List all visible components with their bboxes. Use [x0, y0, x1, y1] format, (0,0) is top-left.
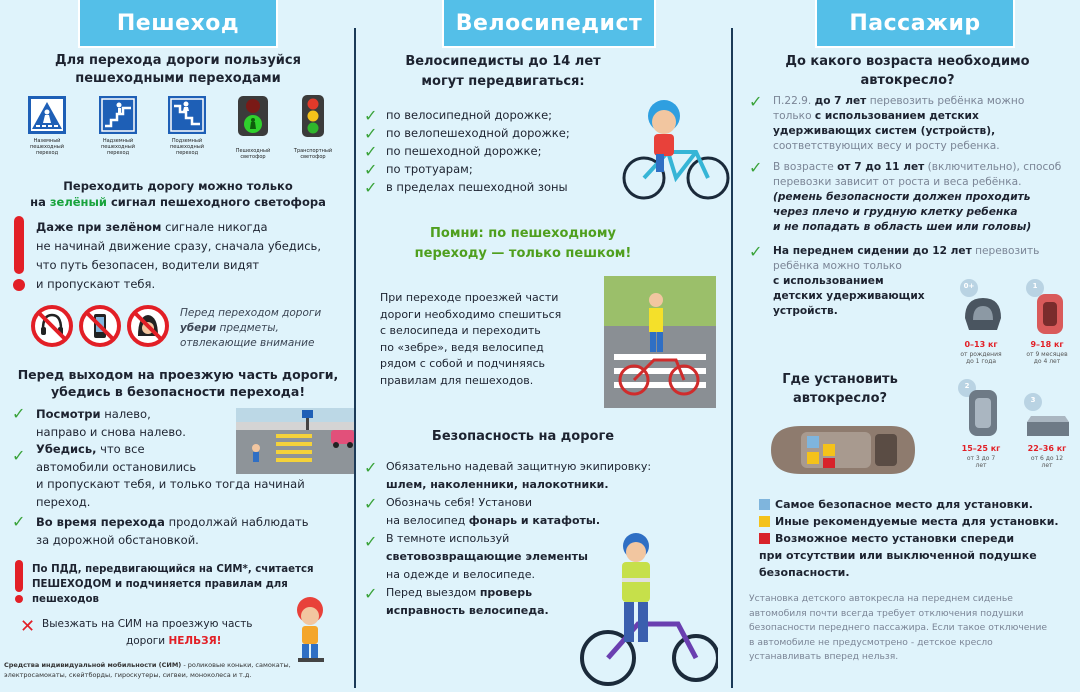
legend-text-continued: при отсутствии или выключенной подушке безопасности.: [759, 549, 1037, 579]
check-icon: ✓: [364, 124, 378, 143]
check-icon: ✓: [749, 92, 763, 111]
passenger-header-label: Пассажир: [849, 10, 981, 36]
list-item: по велопешеходной дорожке;: [386, 126, 570, 140]
green-signal-note: Переходить дорогу можно только на зелёный сигнал пешеходного светофора: [30, 179, 326, 209]
crosswalk-sign-caption: Наземный пешеходный переход: [30, 138, 64, 156]
no-hood-icon: [126, 304, 170, 352]
remove-distractions-note: Перед переходом дороги убери предметы, отвлекающие внимание: [180, 307, 322, 349]
legend-safest-swatch: [759, 499, 770, 510]
check-icon: ✓: [364, 532, 378, 551]
seat-group-3-caption: от 6 до 12 лет: [1030, 455, 1064, 469]
road-safety-title: Безопасность на дороге: [431, 429, 615, 444]
column-divider: [354, 28, 356, 688]
cyclist-header-label: Велосипедист: [455, 10, 643, 36]
pedestrian-traffic-light-icon: [236, 94, 270, 142]
overhead-crossing-sign-icon: [99, 96, 137, 138]
exclamation-icon: [14, 560, 24, 608]
rule-front-seat: На переднем сидении до 12 лет перевозить ребёнка можно только с использованием детских удерживающих устройств.: [773, 245, 1040, 317]
check-icon: ✓: [364, 160, 378, 179]
during-step: Во время перехода продолжай наблюдать за дорожной обстановкой.: [36, 515, 309, 547]
legend-recommended-swatch: [759, 516, 770, 527]
check-icon: ✓: [749, 242, 763, 261]
front-seat-airbag-note: Установка детского автокресла на переднем сиденье автомобиля почти всегда требует отключения подушки безопасности переднего пассажира. Если такое отключение в автомобиле не предусмотрено - детское кресло устанавливать вперед нельзя.: [749, 593, 1048, 662]
seat-group-2-number: 2: [964, 382, 970, 390]
remember-note: Помни: по пешеходному переходу — только пешком!: [414, 226, 632, 261]
pedestrian-title: [0, 52, 356, 88]
check-icon: ✓: [364, 458, 378, 477]
pedestrian-header-label: Пешеход: [116, 10, 240, 36]
seat-group-1-caption: от 9 месяцев до 4 лет: [1026, 351, 1068, 365]
legend-possible-swatch: [759, 533, 770, 544]
exclamation-icon: [12, 216, 26, 296]
pedestrian-header: [78, 0, 278, 48]
check-icon: ✓: [364, 178, 378, 197]
list-item: в пределах пешеходной зоны: [386, 180, 568, 194]
traffic-light-icon: [298, 94, 328, 142]
seat-group-2-weight: 15–25 кг: [961, 444, 1001, 453]
kid-rollerskates-illustration: [280, 594, 340, 670]
cyclist-title: Велосипедисты до 14 лет могут передвигаться:: [405, 54, 601, 89]
look-step: Посмотри налево, направо и снова налево.: [36, 407, 186, 439]
seat-group-1-number: 1: [1032, 282, 1038, 290]
underground-sign-caption: Подземный пешеходный переход: [170, 138, 204, 156]
check-icon: ✓: [12, 446, 26, 465]
safety-item-check-bike: Перед выездом проверь исправность велосипеда.: [386, 586, 549, 617]
overhead-sign-caption: Надземный пешеходный переход: [101, 138, 135, 156]
passenger-title: До какого возраста необходимо автокресло?: [785, 54, 1030, 88]
before-road-title: Перед выходом на проезжую часть дороги, убедись в безопасности перехода!: [17, 367, 339, 399]
seat-group-3-number: 3: [1030, 396, 1036, 404]
seat-group-3-weight: 22–36 кг: [1027, 444, 1067, 453]
seat-group-0-caption: от рождения до 1 года: [960, 351, 1002, 365]
safety-item-equipment: Обязательно надевай защитную экипировку: шлем, наколенники, налокотники.: [386, 460, 652, 491]
check-icon: ✓: [12, 404, 26, 423]
sim-forbidden-note: Выезжать на СИМ на проезжую часть дороги НЕЛЬЗЯ!: [42, 618, 253, 647]
safety-item-reflectors: В темноте используй световозвращающие элементы на одежде и велосипеде.: [386, 532, 588, 581]
rule-7-to-11: В возрасте от 7 до 11 лет (включительно), способ перевозки зависит от роста и веса ребёнка. (ремень безопасности должен проходить через плечо и грудную клетку ребенка и не попадать в область шеи или головы): [773, 161, 1062, 233]
cyclist-walking-bike-illustration: [604, 276, 716, 412]
no-headphones-icon: [30, 304, 74, 352]
pedestrian-title-line1: Для перехода дороги пользуйся: [55, 53, 301, 68]
check-icon: ✓: [12, 512, 26, 531]
rule-under-7: П.22.9. до 7 лет перевозить ребёнка можно только с использованием детских удерживающих систем (устройств), соответствующих весу и росту ребенка.: [773, 95, 1025, 152]
check-icon: ✓: [749, 158, 763, 177]
crossing-rule-text: При переходе проезжей части дороги необходимо спешиться с велосипеда и переходить по «зебре», ведя велосипед рядом с собой и подчиняясь правилам для пешеходов.: [380, 291, 562, 387]
seat-group-0-weight: 0–13 кг: [964, 340, 998, 349]
list-item: по велосипедной дорожке;: [386, 108, 553, 122]
allowed-places-list: [386, 106, 626, 196]
cross-icon: ✕: [20, 616, 36, 637]
kid-on-bicycle-illustration: [616, 94, 730, 208]
car-top-view-illustration: [761, 420, 921, 484]
check-icon: ✓: [364, 494, 378, 513]
check-icon: ✓: [364, 106, 378, 125]
cyclist-column: [358, 0, 732, 688]
list-item: по пешеходной дорожке;: [386, 144, 542, 158]
kid-with-bicycle-illustration: [578, 528, 718, 692]
passenger-column: [735, 0, 1080, 688]
check-icon: ✓: [364, 142, 378, 161]
passenger-header: [815, 0, 1015, 48]
underground-crossing-sign-icon: [168, 96, 206, 138]
ped-light-caption: Пешеходный светофор: [235, 148, 271, 160]
traffic-light-caption: Транспортный светофор: [293, 148, 333, 160]
crossing-illustration: [236, 408, 354, 478]
sim-note: По ПДД, передвигающийся на СИМ*, считается ПЕШЕХОДОМ и подчиняется правилам для пешеходов: [32, 564, 314, 605]
seat-group-2-caption: от 3 до 7 лет: [966, 455, 996, 469]
sim-definition-footnote: Средства индивидуальной мобильности (СИМ) - роликовые коньки, самокаты, электросамокаты, скейтборды, гироскутеры, сигвеи, моноколеса и т.д.: [4, 661, 291, 679]
sure-step: Убедись, что все автомобили остановились и пропускают тебя, и только тогда начинай переход.: [36, 442, 305, 509]
cyclist-header: [442, 0, 656, 48]
check-icon: ✓: [364, 584, 378, 603]
no-phone-icon: [78, 304, 122, 352]
where-to-install-title: Где установить автокресло?: [782, 372, 898, 406]
pedestrian-title-line2: пешеходными переходами: [75, 71, 281, 86]
seat-group-0-number: 0+: [963, 282, 975, 290]
crosswalk-sign-icon: [28, 96, 66, 138]
legend-text: Самое безопасное место для установки. Иные рекомендуемые места для установки. Возможное место установки спереди: [775, 498, 1059, 545]
safety-item-lights: Обозначь себя! Установи на велосипед фонарь и катафоты.: [386, 496, 601, 527]
pedestrian-column: [0, 0, 356, 688]
seat-group-1-weight: 9–18 кг: [1030, 340, 1064, 349]
warning-text: Даже при зелёном сигнале никогда не начинай движение сразу, сначала убедись, что путь безопасен, водители видят и пропускают тебя.: [36, 220, 321, 291]
list-item: по тротуарам;: [386, 162, 473, 176]
